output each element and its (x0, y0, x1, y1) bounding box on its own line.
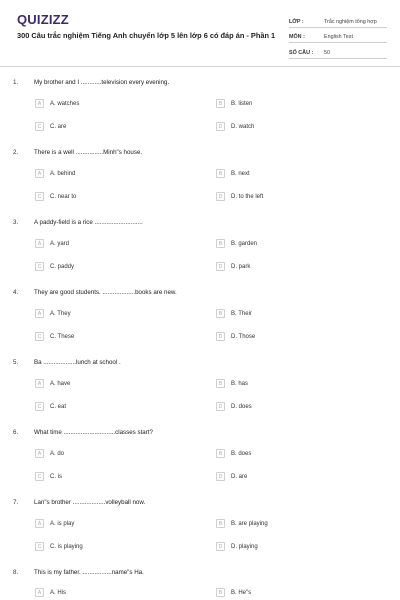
option-letter-box: A (35, 588, 44, 597)
option-text: C. paddy (50, 263, 75, 270)
option-letter-box: B (216, 588, 225, 597)
option-letter-box: D (216, 262, 225, 271)
option-c[interactable] (35, 472, 62, 481)
option-text: A. They (50, 310, 71, 317)
option-letter-box: A (35, 519, 44, 528)
option-text: B. are playing (231, 520, 268, 527)
option-letter-box: D (216, 122, 225, 131)
option-letter-box: A (35, 309, 44, 318)
header-divider (0, 66, 400, 67)
option-text: B. He"s (231, 589, 252, 596)
option-c[interactable] (35, 192, 76, 201)
option-letter-box: A (35, 99, 44, 108)
option-b[interactable] (216, 519, 268, 528)
meta-value: Trắc nghiệm tổng hợp (324, 18, 377, 25)
option-letter-box: C (35, 262, 44, 271)
option-b[interactable] (216, 449, 251, 458)
question-item (13, 77, 388, 147)
question-item (13, 427, 388, 497)
question-item (13, 357, 388, 427)
option-text: D. are (231, 473, 248, 480)
meta-label: SỐ CÂU : (289, 49, 314, 56)
option-text: D. Those (231, 333, 256, 340)
option-text: B. garden (231, 240, 258, 247)
option-d[interactable] (216, 122, 254, 131)
option-text: A. watches (50, 100, 80, 107)
option-d[interactable] (216, 332, 255, 341)
option-text: C. are (50, 123, 67, 130)
page-title: 300 Câu trắc nghiệm Tiếng Anh chuyển lớp 5 lên lớp 6 có đáp án - Phần 1 (17, 31, 276, 40)
option-a[interactable] (35, 309, 71, 318)
question-number: 4. (13, 289, 19, 296)
option-letter-box: C (35, 122, 44, 131)
meta-value: 50 (324, 49, 330, 56)
option-text: D. watch (231, 123, 255, 130)
option-letter-box: B (216, 309, 225, 318)
question-item (13, 497, 388, 567)
option-text: D. does (231, 403, 252, 410)
option-text: A. behind (50, 170, 76, 177)
meta-label: LỚP : (289, 18, 304, 25)
question-number: 6. (13, 429, 19, 436)
option-c[interactable] (35, 332, 74, 341)
option-letter-box: C (35, 332, 44, 341)
question-text: Lan"s brother ...................volleyball now. (34, 499, 146, 506)
option-a[interactable] (35, 519, 74, 528)
quizizz-logo: QUIZIZZ (17, 12, 69, 27)
option-d[interactable] (216, 542, 258, 551)
option-letter-box: C (35, 402, 44, 411)
option-text: C. is (50, 473, 62, 480)
option-a[interactable] (35, 169, 75, 178)
option-text: D. park (231, 263, 251, 270)
option-text: A. is play (50, 520, 75, 527)
option-a[interactable] (35, 239, 69, 248)
meta-panel (289, 12, 387, 59)
option-letter-box: D (216, 402, 225, 411)
option-d[interactable] (216, 402, 252, 411)
option-text: A. do (50, 450, 65, 457)
question-item (13, 287, 388, 357)
option-text: C. eat (50, 403, 67, 410)
option-text: D. to the left (231, 193, 264, 200)
option-c[interactable] (35, 262, 74, 271)
option-letter-box: B (216, 379, 225, 388)
option-text: C. near to (50, 193, 77, 200)
question-text: This is my father. .................name"s Ha. (34, 569, 144, 576)
question-number: 1. (13, 79, 19, 86)
option-letter-box: B (216, 449, 225, 458)
option-letter-box: B (216, 99, 225, 108)
question-text: A paddy-field is a rice ............................ (34, 219, 143, 226)
question-number: 8. (13, 569, 19, 576)
option-text: A. have (50, 380, 71, 387)
option-text: B. listen (231, 100, 253, 107)
option-b[interactable] (216, 588, 251, 597)
question-item (13, 217, 388, 287)
option-letter-box: A (35, 239, 44, 248)
meta-row-count (289, 43, 387, 59)
option-a[interactable] (35, 99, 79, 108)
option-d[interactable] (216, 192, 263, 201)
option-text: A. yard (50, 240, 70, 247)
question-item (13, 147, 388, 217)
option-a[interactable] (35, 588, 66, 597)
question-text: Ba ...................lunch at school . (34, 359, 121, 366)
option-b[interactable] (216, 309, 252, 318)
option-text: B. does (231, 450, 252, 457)
option-b[interactable] (216, 239, 257, 248)
question-text: They are good students. ...................books are new. (34, 289, 177, 296)
option-letter-box: B (216, 519, 225, 528)
option-b[interactable] (216, 379, 248, 388)
option-a[interactable] (35, 379, 70, 388)
option-text: B. has (231, 380, 249, 387)
question-number: 7. (13, 499, 19, 506)
option-letter-box: D (216, 542, 225, 551)
option-b[interactable] (216, 99, 252, 108)
option-text: C. These (50, 333, 75, 340)
option-letter-box: C (35, 472, 44, 481)
meta-label: MÔN : (289, 34, 305, 40)
option-letter-box: A (35, 169, 44, 178)
question-text: There is a well ................Minh"s house. (34, 149, 143, 156)
option-letter-box: B (216, 239, 225, 248)
option-letter-box: B (216, 169, 225, 178)
option-letter-box: D (216, 192, 225, 201)
option-text: B. Their (231, 310, 252, 317)
option-letter-box: A (35, 379, 44, 388)
question-number: 5. (13, 359, 19, 366)
question-text: What time ..............................classes start? (34, 429, 153, 436)
option-c[interactable] (35, 402, 66, 411)
option-text: A. His (50, 589, 67, 596)
question-number: 3. (13, 219, 19, 226)
option-c[interactable] (35, 122, 66, 131)
meta-row-subject (289, 28, 387, 44)
option-letter-box: C (35, 192, 44, 201)
meta-row-class (289, 12, 387, 28)
question-number: 2. (13, 149, 19, 156)
option-a[interactable] (35, 449, 64, 458)
option-letter-box: C (35, 542, 44, 551)
option-text: D. playing (231, 543, 258, 550)
option-text: B. next (231, 170, 250, 177)
option-b[interactable] (216, 169, 250, 178)
option-d[interactable] (216, 262, 250, 271)
option-d[interactable] (216, 472, 247, 481)
question-text: My brother and I ............television every evening. (34, 79, 170, 86)
option-text: C. is playing (50, 543, 83, 550)
option-letter-box: D (216, 332, 225, 341)
meta-value: English Test (324, 34, 353, 40)
question-item (13, 567, 388, 600)
option-letter-box: A (35, 449, 44, 458)
option-c[interactable] (35, 542, 83, 551)
option-letter-box: D (216, 472, 225, 481)
